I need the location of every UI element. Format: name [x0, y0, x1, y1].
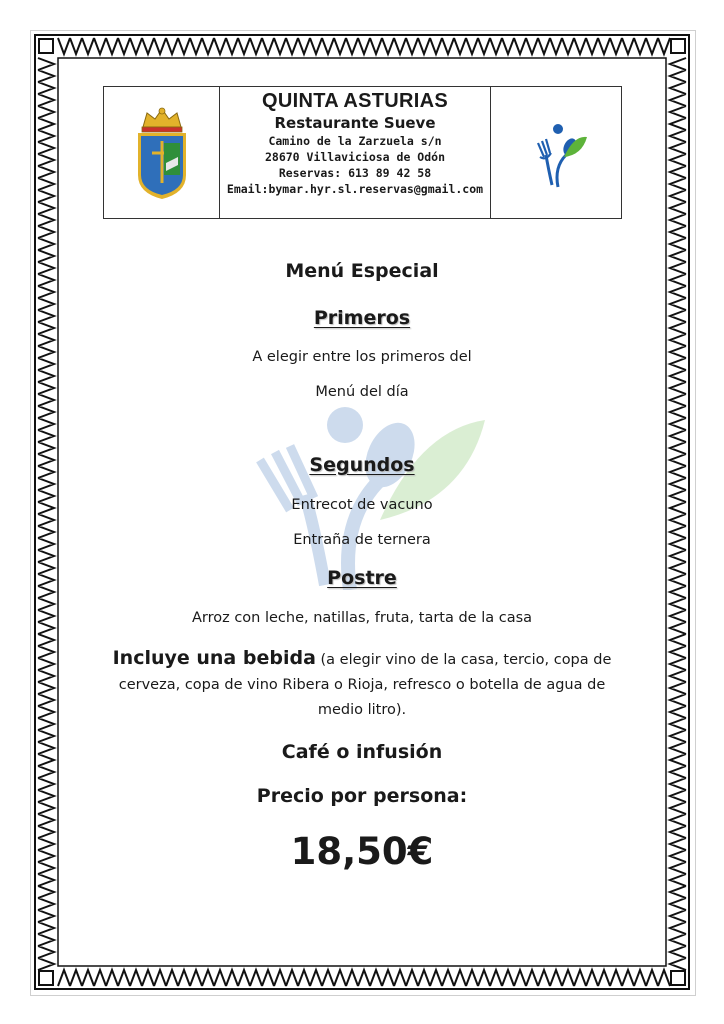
header-right-cell: [491, 87, 621, 218]
email-address: Email:bymar.hyr.sl.reservas@gmail.com: [226, 182, 484, 196]
address-line-2: 28670 Villaviciosa de Odón: [264, 150, 445, 164]
price-label: Precio por persona:: [256, 785, 468, 807]
primeros-heading: Primeros: [313, 307, 411, 329]
price-value: 18,50€: [290, 830, 434, 873]
reservations-phone: Reservas: 613 89 42 58: [278, 166, 432, 180]
postre-heading: Postre: [327, 567, 397, 589]
segundos-item: Entrecot de vacuno: [291, 497, 433, 513]
header-left-cell: [104, 87, 220, 218]
restaurant-title: QUINTA ASTURIAS: [262, 90, 448, 112]
includes-drink-paragraph: [95, 646, 629, 723]
restaurant-subtitle: Restaurante Sueve: [274, 114, 436, 132]
primeros-line-2: Menú del día: [315, 384, 409, 400]
postre-text: Arroz con leche, natillas, fruta, tarta de la casa: [191, 610, 533, 626]
fork-spoon-leaf-logo-icon: [524, 117, 588, 189]
primeros-line-1: A elegir entre los primeros del: [252, 349, 472, 365]
header-table: [103, 86, 622, 219]
asturias-coat-of-arms-icon: [133, 105, 191, 201]
menu-page: [60, 60, 664, 964]
menu-title: Menú Especial: [285, 260, 439, 282]
address-line-1: Camino de la Zarzuela s/n: [268, 134, 442, 148]
segundos-item: Entraña de ternera: [293, 532, 431, 548]
segundos-heading: Segundos: [309, 454, 415, 476]
includes-drink-text: (a elegir vino de la casa, tercio, copa de cerveza, copa de vino Ribera o Rioja, refresco o botella de agua de medio litro).: [118, 652, 612, 718]
header-info-cell: [220, 87, 491, 218]
watermark-logo-icon: [230, 400, 490, 590]
includes-drink-bold: Incluye una bebida: [112, 647, 316, 669]
coffee-line: Café o infusión: [281, 741, 443, 763]
